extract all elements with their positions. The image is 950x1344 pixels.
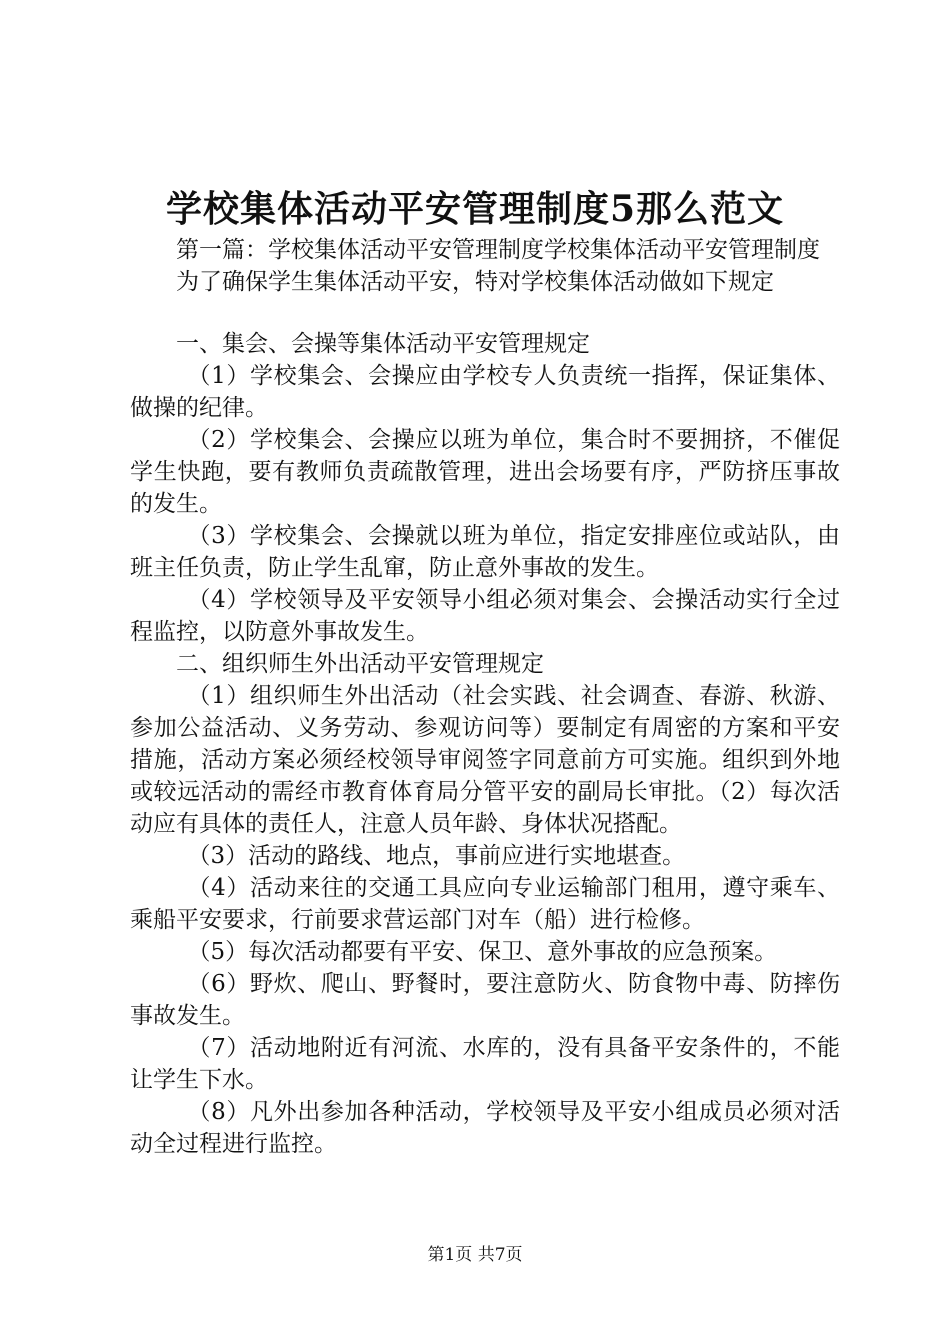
paragraph-item: （3）活动的路线、地点，事前应进行实地堪查。	[187, 843, 686, 869]
paragraph-item: （1）学校集会、会操应由学校专人负责统一指挥，保证集体、做操的纪律。	[130, 363, 840, 421]
paragraph-item: （4）学校领导及平安领导小组必须对集会、会操活动实行全过程监控，以防意外事故发生。	[130, 587, 840, 645]
page-footer: 第1页 共7页	[427, 1245, 523, 1265]
paragraph-item: （8）凡外出参加各种活动，学校领导及平安小组成员必须对活动全过程进行监控。	[130, 1099, 840, 1157]
paragraph-purpose: 为了确保学生集体活动平安，特对学校集体活动做如下规定	[176, 269, 774, 295]
paragraph-item: （4）活动来往的交通工具应向专业运输部门租用，遵守乘车、乘船平安要求，行前要求营运部门对车（船）进行检修。	[130, 875, 840, 933]
paragraph-item: （3）学校集会、会操就以班为单位，指定安排座位或站队，由班主任负责，防止学生乱窜，防止意外事故的发生。	[130, 523, 840, 581]
paragraph-intro: 第一篇：学校集体活动平安管理制度学校集体活动平安管理制度	[176, 237, 820, 263]
paragraph-item: （7）活动地附近有河流、水库的，没有具备平安条件的，不能让学生下水。	[130, 1035, 840, 1093]
section-heading-2: 二、组织师生外出活动平安管理规定	[176, 651, 544, 677]
document-body	[130, 234, 840, 1160]
document-title: 学校集体活动平安管理制度5那么范文	[165, 188, 785, 230]
section-heading-1: 一、集会、会操等集体活动平安管理规定	[176, 331, 590, 357]
paragraph-item: （1）组织师生外出活动（社会实践、社会调查、春游、秋游、参加公益活动、义务劳动、参观访问等）要制定有周密的方案和平安措施，活动方案必须经校领导审阅签字同意前方可实施。组织到外地或较远活动的需经市教育体育局分管平安的副局长审批。（2）每次活动应有具体的责任人，注意人员年龄、身体状况搭配。	[130, 683, 840, 837]
paragraph-item: （5）每次活动都要有平安、保卫、意外事故的应急预案。	[187, 939, 778, 965]
paragraph-item: （6）野炊、爬山、野餐时，要注意防火、防食物中毒、防摔伤事故发生。	[130, 971, 840, 1029]
paragraph-item: （2）学校集会、会操应以班为单位，集合时不要拥挤，不催促学生快跑，要有教师负责疏散管理，进出会场要有序，严防挤压事故的发生。	[130, 427, 840, 517]
